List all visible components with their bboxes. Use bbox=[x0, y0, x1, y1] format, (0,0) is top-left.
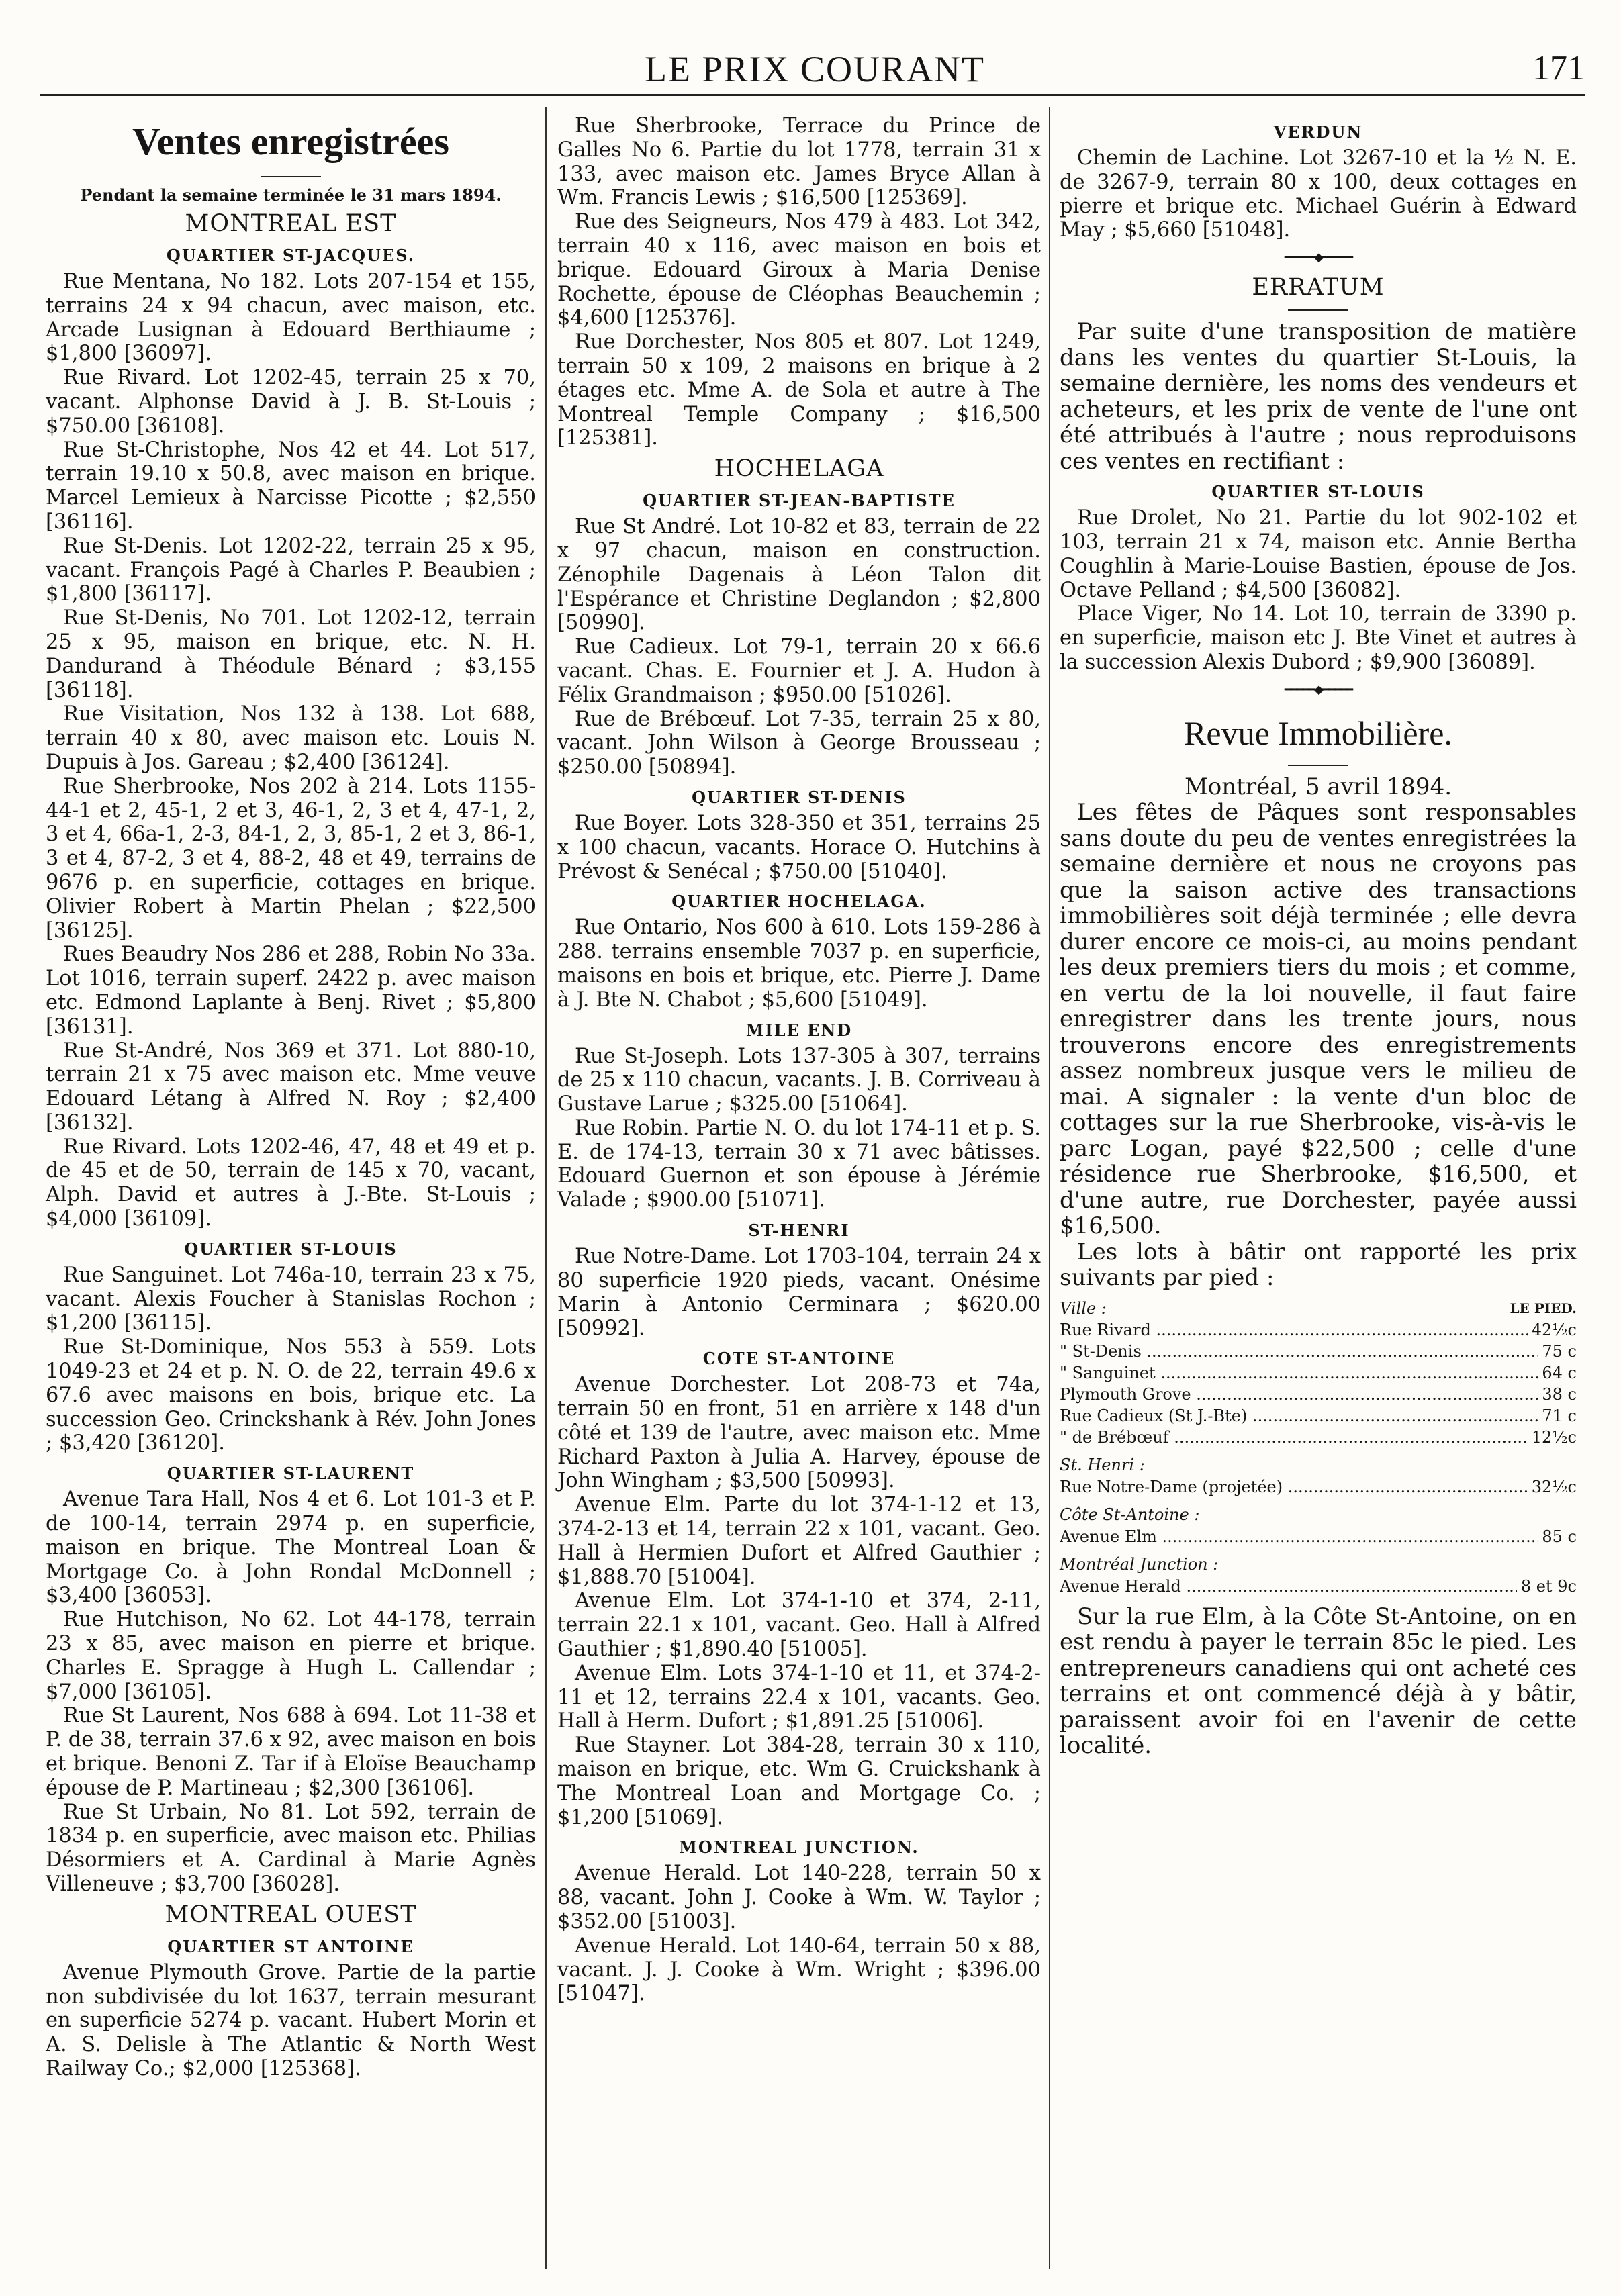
price-per-foot: 42½c bbox=[1531, 1320, 1577, 1339]
sale-entry: Rue St-Dominique, Nos 553 à 559. Lots 1049-23 et 24 et p. N. O. de 22, terrain 49.6 x 67.6 avec maisons en bois, brique etc. La succession Geo. Crinckshank à Rév. John Jones ; $3,420 [36120]. bbox=[46, 1335, 536, 1455]
price-per-foot: 64 c bbox=[1542, 1363, 1577, 1382]
ward-heading: MONTREAL JUNCTION. bbox=[679, 1837, 919, 1858]
sale-entry: Rue St André. Lot 10-82 et 83, terrain de 22 x 97 chacun, maison en construction. Zénophile Dagenais à Léon Talon dit l'Espérance et Christine Deglandon ; $2,800 [50990]. bbox=[557, 515, 1041, 635]
street-name: Rue Notre-Dame (projetée) ..... bbox=[1060, 1476, 1528, 1498]
sale-entry: Avenue Tara Hall, Nos 4 et 6. Lot 101-3 et P. de 100-14, terrain 2974 p. en superficie, maison en brique. The Montreal Loan & Mortgage Co. à John Rondal McDonnell ; $3,400 [36053]. bbox=[46, 1488, 536, 1608]
price-per-foot: 38 c bbox=[1542, 1384, 1577, 1404]
price-table-header bbox=[1060, 1298, 1577, 1319]
street-name: Rue Rivard ..... bbox=[1060, 1319, 1528, 1341]
price-per-foot: 12½c bbox=[1531, 1427, 1577, 1447]
table-row bbox=[1060, 1576, 1577, 1597]
section-title: Ventes enregistrées bbox=[132, 119, 449, 163]
sale-entry: Rue Rivard. Lots 1202-46, 47, 48 et 49 et p. de 45 et de 50, terrain de 145 x 70, vacant, Alph. David et autres à J.-Bte. St-Louis ; $4,000 [36109]. bbox=[46, 1135, 536, 1231]
ornament-divider: ━━━━━◆━━━━━ bbox=[1284, 682, 1352, 697]
table-row bbox=[1060, 1405, 1577, 1427]
sale-entry: Rue Ontario, Nos 600 à 610. Lots 159-286 à 288. terrains ensemble 7037 p. en superficie, maisons en bois et brique, etc. Pierre J. Dame à J. Bte N. Chabot ; $5,600 [51049]. bbox=[557, 916, 1041, 1012]
sale-entry: Rue Notre-Dame. Lot 1703-104, terrain 24 x 80 superficie 1920 pieds, vacant. Onésime Marin à Antonio Cerminara ; $620.00 [50992]. bbox=[557, 1245, 1041, 1341]
article-paragraph: Les fêtes de Pâques sont responsables sans doute du peu de ventes enregistrées la semaine dernière et nous ne croyons pas que la saison active des transactions immobilières soit déjà terminée ; elle devra durer encore ce mois-ci, au moins pendant les deux premiers tiers du mois ; et comme, en vertu de la loi nouvelle, il faut faire enregistrer dans les trente jours, nous trouverons encore des enregistrements assez nombreux jusque vers le milieu de mai. A signaler : la vente d'un bloc de cottages sur la rue Sherbrooke, vis-à-vis le parc Logan, payé $22,500 ; celle d'une résidence rue Sherbrooke, $16,500, et d'une autre, rue Dorchester, payée aussi $16,500. bbox=[1060, 799, 1577, 1240]
ward-heading: QUARTIER HOCHELAGA. bbox=[671, 892, 927, 912]
table-group-label: Côte St-Antoine : bbox=[1060, 1504, 1200, 1524]
column-divider bbox=[1049, 107, 1050, 2269]
price-per-foot: 8 et 9c bbox=[1520, 1576, 1577, 1596]
sale-entry: Rue St-Joseph. Lots 137-305 à 307, terrains de 25 x 110 chacun, vacants. J. B. Corriveau à Gustave Larue ; $325.00 [51064]. bbox=[557, 1044, 1041, 1116]
dateline: Montréal, 5 avril 1894. bbox=[1184, 773, 1452, 800]
article-paragraph: Les lots à bâtir ont rapporté les prix suivants par pied : bbox=[1060, 1238, 1577, 1292]
column-divider bbox=[545, 107, 547, 2269]
street-name: " Sanguinet ..... bbox=[1060, 1362, 1538, 1384]
table-unit-label: LE PIED. bbox=[1510, 1300, 1577, 1317]
ward-heading: QUARTIER ST-JEAN-BAPTISTE bbox=[643, 491, 956, 511]
sale-entry: Rue de Brébœuf. Lot 7-35, terrain 25 x 80, vacant. John Wilson à George Brousseau ; $250.00 [50894]. bbox=[557, 707, 1041, 779]
sale-entry: Rues Beaudry Nos 286 et 288, Robin No 33a. Lot 1016, terrain superf. 2422 p. avec maison etc. Edmond Laplante à Benj. Rivet ; $5,800 [36131]. bbox=[46, 943, 536, 1039]
ward-heading: QUARTIER ST-LAURENT bbox=[167, 1464, 415, 1484]
district-heading: HOCHELAGA bbox=[714, 455, 884, 483]
sale-entry: Rue Drolet, No 21. Partie du lot 902-102 et 103, terrain 21 x 74, maison etc. Annie Bertha Coughlin à Marie-Louise Bastien, épouse de Jos. Octave Pelland ; $4,500 [36082]. bbox=[1060, 506, 1577, 602]
sale-entry: Avenue Dorchester. Lot 208-73 et 74a, terrain 50 en front, 51 en arrière x 148 d'un côté et 139 de l'autre, avec maison etc. Mme Richard Paxton à Julia A. Harvey, épouse de John Wingham ; $3,500 [50993]. bbox=[557, 1373, 1041, 1493]
sale-entry: Rue Dorchester, Nos 805 et 807. Lot 1249, terrain 50 x 109, 2 maisons en brique à 2 étages etc. Mme A. de Sola et autre à The Montreal Temple Company ; $16,500 [125381]. bbox=[557, 330, 1041, 450]
separator bbox=[261, 176, 321, 177]
separator bbox=[1288, 765, 1348, 766]
table-row bbox=[1060, 1362, 1577, 1384]
table-row bbox=[1060, 1341, 1577, 1362]
ward-heading: QUARTIER ST-DENIS bbox=[692, 787, 907, 807]
sale-entry: Rue Robin. Partie N. O. du lot 174-11 et p. S. E. de 174-13, terrain 30 x 71 avec bâtisses. Edouard Guernon et son épouse à Jérémie Valade ; $900.00 [51071]. bbox=[557, 1116, 1041, 1212]
table-row bbox=[1060, 1427, 1577, 1448]
sale-entry: Avenue Elm. Lot 374-1-10 et 374, 2-11, terrain 22.1 x 101, vacant. Geo. Hall à Alfred Gauthier ; $1,890.40 [51005]. bbox=[557, 1589, 1041, 1662]
article-title: Revue Immobilière. bbox=[1184, 714, 1452, 752]
street-name: Avenue Herald ..... bbox=[1060, 1576, 1517, 1597]
sale-entry: Rue Sherbrooke, Nos 202 à 214. Lots 1155-44-1 et 2, 45-1, 2 et 3, 46-1, 2, 3 et 4, 47-1, 2, 3 et 4, 66a-1, 2-3, 84-1, 2, 3, 85-1, 2 et 3, 86-1, 3 et 4, 87-2, 3 et 4, 88-2, 48 et 49, terrains de 9676 p. en superficie, cottages en brique. Olivier Robert à Martin Phelan ; $22,500 [36125]. bbox=[46, 774, 536, 943]
table-row bbox=[1060, 1384, 1577, 1405]
street-name: Plymouth Grove ..... bbox=[1060, 1384, 1538, 1405]
price-table bbox=[1060, 1298, 1577, 1597]
sale-entry: Rue St-André, Nos 369 et 371. Lot 880-10, terrain 21 x 75 avec maison etc. Mme veuve Edouard Létang à Alfred N. Roy ; $2,400 [36132]. bbox=[46, 1039, 536, 1135]
price-per-foot: 32½c bbox=[1531, 1477, 1577, 1496]
sale-entry: Place Viger, No 14. Lot 10, terrain de 3390 p. en superficie, maison etc J. Bte Vinet et autres à la succession Alexis Dubord ; $9,900 [36089]. bbox=[1060, 602, 1577, 674]
district-heading: MONTREAL OUEST bbox=[165, 1901, 417, 1928]
ward-heading: QUARTIER ST-JACQUES. bbox=[166, 246, 416, 265]
sale-entry: Rue Sanguinet. Lot 746a-10, terrain 23 x 75, vacant. Alexis Foucher à Stanislas Rochon ; $1,200 [36115]. bbox=[46, 1263, 536, 1335]
column-1 bbox=[46, 114, 536, 2081]
page-header bbox=[40, 40, 1585, 94]
sale-entry: Avenue Plymouth Grove. Partie de la partie non subdivisée du lot 1637, terrain mesurant en superficie 5274 p. vacant. Hubert Morin et A. S. Delisle à The Atlantic & North West Railway Co.; $2,000 [125368]. bbox=[46, 1960, 536, 2080]
sale-entry: Rue Mentana, No 182. Lots 207-154 et 155, terrains 24 x 94 chacun, avec maison, etc. Arcade Lusignan à Edouard Berthiaume ; $1,800 [36097]. bbox=[46, 270, 536, 366]
sale-entry: Rue Stayner. Lot 384-28, terrain 30 x 110, maison en brique, etc. Wm G. Cruickshank à The Montreal Loan and Mortgage Co. ; $1,200 [51069]. bbox=[557, 1733, 1041, 1829]
ward-heading: QUARTIER ST-LOUIS bbox=[1211, 482, 1425, 502]
erratum-text: Par suite d'une transposition de matière dans les ventes du quartier St-Louis, la semaine dernière, les noms des vendeurs et acheteurs, et les prix de vente de l'une ont été attribués à l'autre ; nous reproduisons ces ventes en rectifiant : bbox=[1060, 318, 1577, 475]
sale-entry: Chemin de Lachine. Lot 3267-10 et la ½ N. E. de 3267-9, terrain 80 x 100, deux cottages en pierre et brique etc. Michael Guérin à Edward May ; $5,660 [51048]. bbox=[1060, 146, 1577, 242]
ward-heading: MILE END bbox=[745, 1020, 853, 1040]
sale-entry: Avenue Elm. Lots 374-1-10 et 11, et 374-2-11 et 12, terrains 22.4 x 101, vacants. Geo. Hall à Herm. Dufort ; $1,891.25 [51006]. bbox=[557, 1661, 1041, 1733]
sale-entry: Rue St Laurent, Nos 688 à 694. Lot 11-38 et P. de 38, terrain 37.6 x 92, avec maison en bois et brique. Benoni Z. Tar if à Eloïse Beauchamp épouse de P. Martineau ; $2,300 [36106]. bbox=[46, 1704, 536, 1800]
sale-entry: Rue Hutchison, No 62. Lot 44-178, terrain 23 x 85, avec maison en pierre et brique. Charles E. Spragge à Hugh L. Callendar ; $7,000 [36105]. bbox=[46, 1608, 536, 1704]
sale-entry: Rue Visitation, Nos 132 à 138. Lot 688, terrain 40 x 80, avec maison etc. Louis N. Dupuis à Jos. Gareau ; $2,400 [36124]. bbox=[46, 702, 536, 774]
header-rule bbox=[40, 94, 1585, 96]
separator bbox=[1288, 309, 1348, 311]
ward-heading: VERDUN bbox=[1273, 122, 1363, 142]
table-group-label: St. Henri : bbox=[1060, 1455, 1145, 1474]
ornament-divider: ━━━━━◆━━━━━ bbox=[1284, 250, 1352, 265]
column-3 bbox=[1060, 114, 1577, 1759]
price-per-foot: 85 c bbox=[1542, 1527, 1577, 1546]
table-group-label: Montréal Junction : bbox=[1060, 1554, 1219, 1574]
sale-entry: Rue St-Denis. Lot 1202-22, terrain 25 x 95, vacant. François Pagé à Charles P. Beaubien ; $1,800 [36117]. bbox=[46, 534, 536, 606]
ward-heading: ST-HENRI bbox=[748, 1221, 850, 1241]
masthead-title: LE PRIX COURANT bbox=[645, 49, 986, 89]
sale-entry: Rue St-Christophe, Nos 42 et 44. Lot 517, terrain 19.10 x 50.8, avec maison en brique. Marcel Lemieux à Narcisse Picotte ; $2,550 [36116]. bbox=[46, 438, 536, 534]
ward-heading: QUARTIER ST ANTOINE bbox=[167, 1936, 414, 1956]
ward-heading: QUARTIER ST-LOUIS bbox=[184, 1239, 398, 1259]
table-row bbox=[1060, 1526, 1577, 1547]
ward-heading: COTE ST-ANTOINE bbox=[702, 1349, 896, 1369]
street-name: " de Brébœuf ..... bbox=[1060, 1427, 1528, 1448]
price-per-foot: 75 c bbox=[1542, 1341, 1577, 1361]
erratum-heading: ERRATUM bbox=[1252, 274, 1385, 301]
sale-entry: Avenue Herald. Lot 140-64, terrain 50 x 88, vacant. J. J. Cooke à Wm. Wright ; $396.00 [51047]. bbox=[557, 1933, 1041, 2006]
sale-entry: Avenue Herald. Lot 140-228, terrain 50 x 88, vacant. John J. Cooke à Wm. W. Taylor ; $352.00 [51003]. bbox=[557, 1862, 1041, 1933]
sale-entry: Rue Rivard. Lot 1202-45, terrain 25 x 70, vacant. Alphonse David à J. B. St-Louis ; $750.00 [36108]. bbox=[46, 366, 536, 438]
sale-entry: Rue St Urbain, No 81. Lot 592, terrain de 1834 p. en superficie, avec maison etc. Philias Désormiers et A. Cardinal à Marie Agnès Villeneuve ; $3,700 [36028]. bbox=[46, 1800, 536, 1896]
sale-entry: Rue Sherbrooke, Terrace du Prince de Galles No 6. Partie du lot 1778, terrain 31 x 133, avec maison etc. James Bryce Allan à Wm. Francis Lewis ; $16,500 [125369]. bbox=[557, 114, 1041, 210]
section-subtitle: Pendant la semaine terminée le 31 mars 1894. bbox=[80, 185, 502, 205]
column-2 bbox=[557, 114, 1041, 2006]
table-row bbox=[1060, 1476, 1577, 1498]
street-name: Avenue Elm ..... bbox=[1060, 1526, 1538, 1547]
street-name: Rue Cadieux (St J.-Bte) ..... bbox=[1060, 1405, 1538, 1427]
article-paragraph: Sur la rue Elm, à la Côte St-Antoine, on en est rendu à payer le terrain 85c le pied. Les entrepreneurs canadiens qui ont acheté ces terrains et ont commencé déjà à y bâtir, paraissent avoir foi en l'avenir de cette localité. bbox=[1060, 1603, 1577, 1760]
sale-entry: Rue Boyer. Lots 328-350 et 351, terrains 25 x 100 chacun, vacants. Horace O. Hutchins à Prévost & Senécal ; $750.00 [51040]. bbox=[557, 811, 1041, 883]
street-name: " St-Denis ..... bbox=[1060, 1341, 1538, 1362]
sale-entry: Rue St-Denis, No 701. Lot 1202-12, terrain 25 x 95, maison en brique, etc. N. H. Dandurand à Théodule Bénard ; $3,155 [36118]. bbox=[46, 606, 536, 702]
page-number: 171 bbox=[1532, 49, 1585, 87]
table-row bbox=[1060, 1319, 1577, 1341]
price-per-foot: 71 c bbox=[1542, 1406, 1577, 1425]
table-group-label: Ville : bbox=[1060, 1298, 1107, 1318]
sale-entry: Rue Cadieux. Lot 79-1, terrain 20 x 66.6 vacant. Chas. E. Fournier et J. A. Hudon à Félix Grandmaison ; $950.00 [51026]. bbox=[557, 635, 1041, 707]
sale-entry: Rue des Seigneurs, Nos 479 à 483. Lot 342, terrain 40 x 116, avec maison en bois et brique. Edouard Giroux à Maria Denise Rochette, épouse de Cléophas Beauchemin ; $4,600 [125376]. bbox=[557, 210, 1041, 330]
district-heading: MONTREAL EST bbox=[185, 210, 397, 237]
sale-entry: Avenue Elm. Parte du lot 374-1-12 et 13, 374-2-13 et 14, terrain 22 x 101, vacant. Geo. Hall à Hermien Dufort et Alfred Gauthier ; $1,888.70 [51004]. bbox=[557, 1493, 1041, 1589]
